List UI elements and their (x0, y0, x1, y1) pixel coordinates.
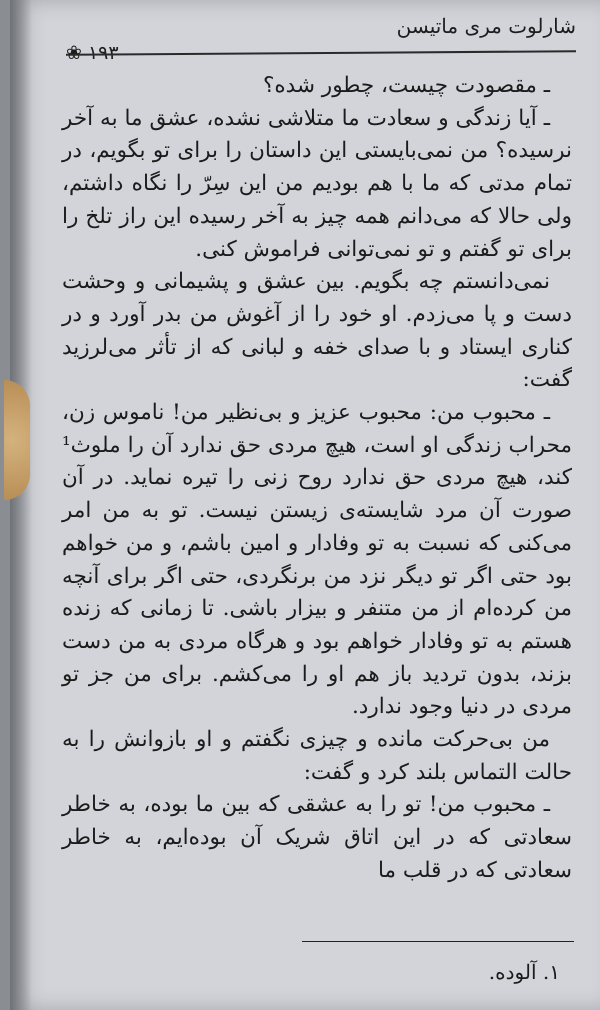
page-number: ۱۹۳ ❀ (66, 42, 119, 64)
binding-shadow (10, 0, 32, 1010)
paragraph-1: ـ مقصودت چیست، چطور شده؟ (263, 73, 550, 98)
paragraph-3: نمی‌دانستم چه بگویم. بین عشق و پشیمانی و وحشت دست و پا می‌زدم. او خود را از آغوش من بدر آورد و در کناری ایستاد و با صدای خفه و لبانی که از تأثر می‌لرزید گفت: (62, 269, 572, 393)
paragraph-5: من بی‌حرکت مانده و چیزی نگفتم و او بازوانش را به حالت التماس بلند کرد و گفت: (62, 727, 572, 785)
paragraph-4: ـ محبوب من: محبوب عزیز و بی‌نظیر من! ناموس زن، محراب زندگی او است، هیچ مردی حق ندارد آن را ملوث¹ کند، هیچ مردی حق ندارد روح زنی را تیره نماید. در آن صورت آن مرد شایسته‌ی زیستن نیست. تو به من امر می‌کنی که نسبت به تو وفادار و امین باشم، و من خواهم بود حتی اگر تو دیگر نزد من برنگردی، حتی اگر برای آنچه من کرده‌ام از من متنفر و بیزار باشی. تا زمانی که زنده هستم به تو وفادار خواهم بود و هرگاه مردی به من دست بزند، بدون تردید باز هم او را می‌کشم. برای من جز تو مردی در دنیا وجود ندارد. (62, 400, 572, 720)
book-page (10, 0, 600, 1010)
running-title: شارلوت مری ماتیسن (396, 14, 576, 38)
header-rule (66, 50, 576, 56)
page-tab-marker (4, 380, 30, 500)
paragraph-2: ـ آیا زندگی و سعادت ما متلاشی نشده، عشق ما به آخر نرسیده؟ من نمی‌بایستی این داستان را برای تو بگویم، در تمام مدتی که ما با هم بودیم من این سِرّ را نگاه داشتم، ولی حالا که می‌دانم همه چیز به آخر رسیده این راز تلخ را برای تو گفتم و تو نمی‌توانی فراموش کنی. (62, 105, 572, 262)
page-header (66, 14, 576, 64)
paragraph-6: ـ محبوب من! تو را به عشقی که بین ما بوده، به خاطر سعادتی که در این اتاق شریک آن بوده‌ایم، به خاطر سعادتی که در قلب ما (62, 792, 572, 883)
body-text (62, 70, 572, 888)
footnote-rule (302, 941, 574, 942)
footnote: ۱. آلوده. (488, 960, 560, 984)
